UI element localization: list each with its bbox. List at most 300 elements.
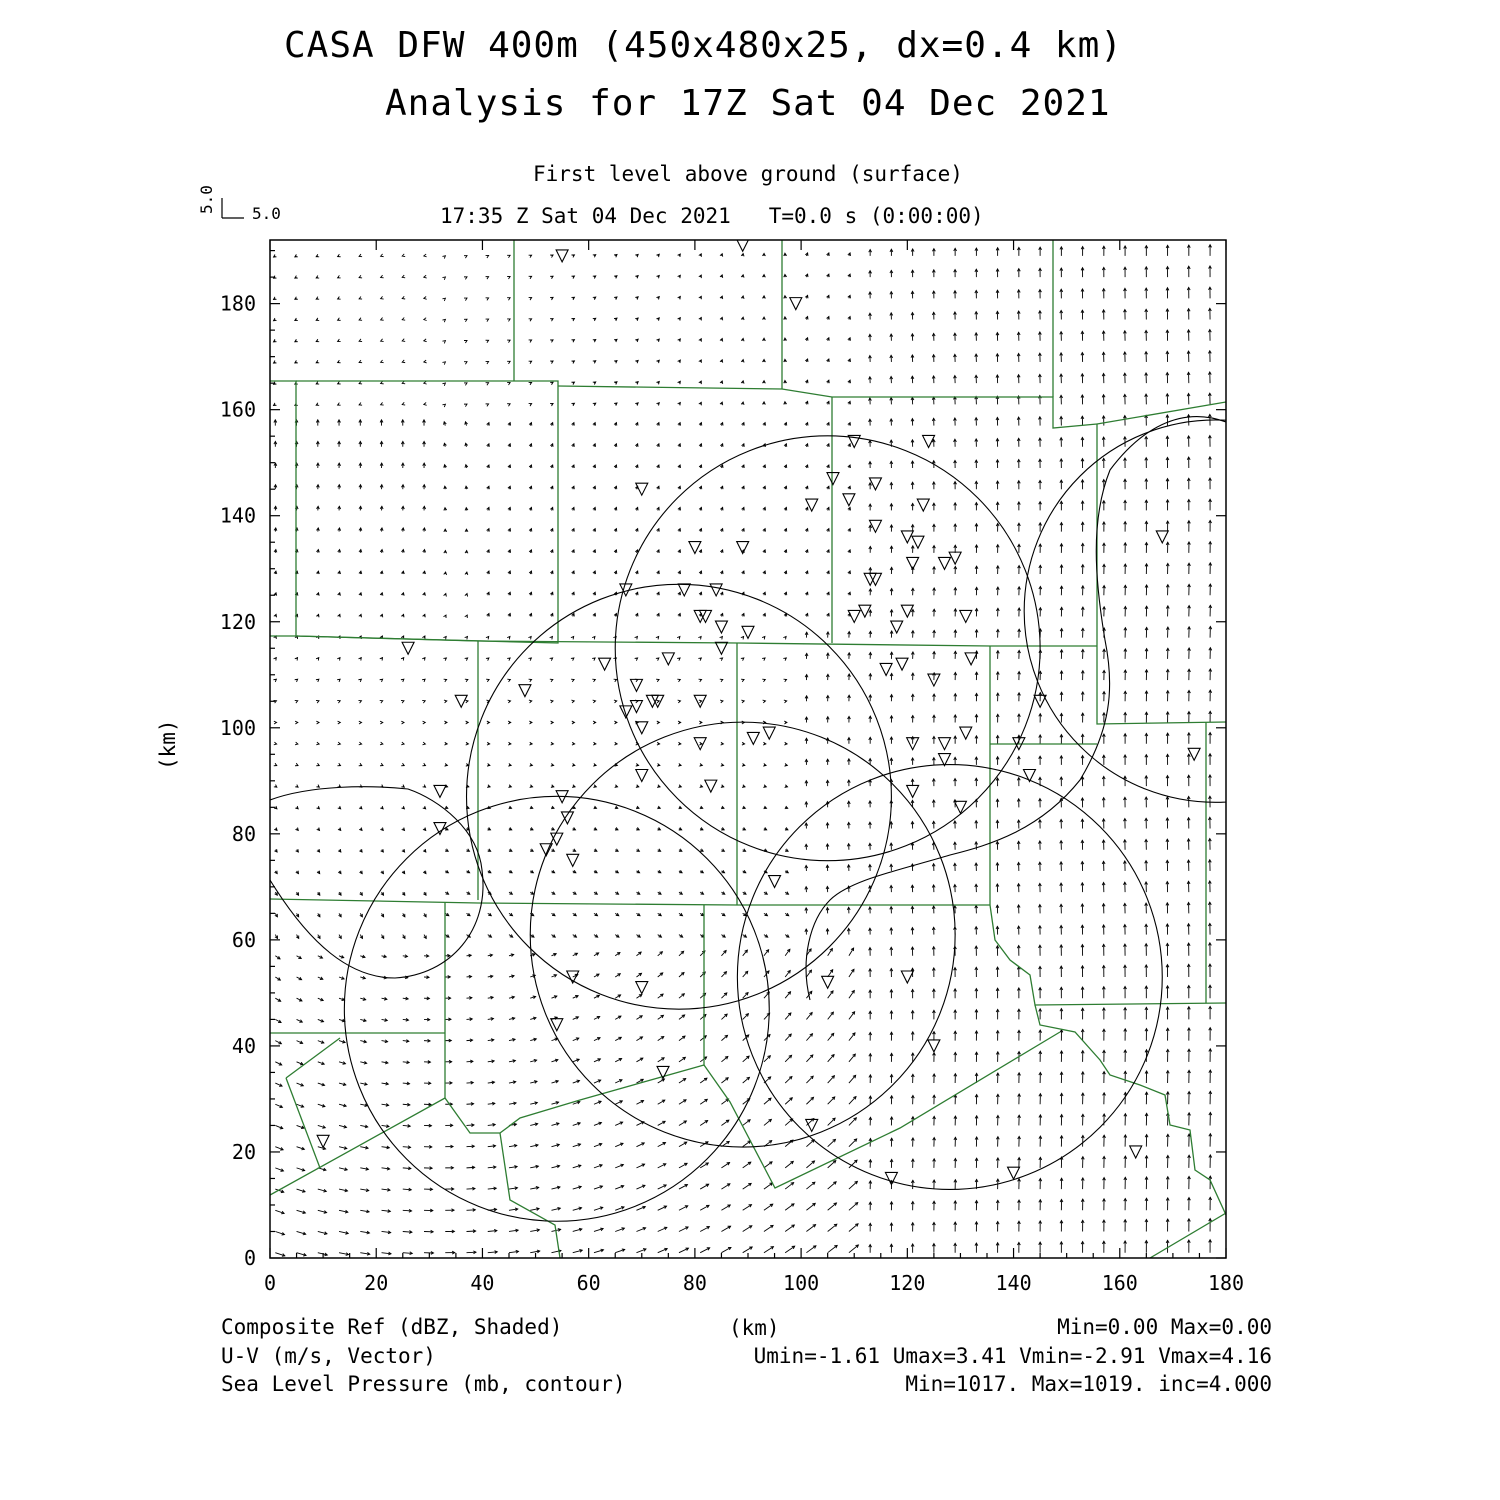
station-marker — [636, 722, 648, 734]
wind-vector-head — [762, 637, 765, 640]
y-tick-label: 60 — [231, 927, 256, 952]
wind-vector — [764, 1119, 771, 1125]
wind-vector-head — [295, 679, 298, 682]
wind-vector-head — [442, 319, 445, 322]
station-marker — [949, 552, 961, 564]
wind-vector — [764, 1162, 772, 1168]
wind-vector — [806, 1055, 812, 1062]
wind-vector — [785, 1183, 793, 1190]
station-marker — [939, 754, 951, 766]
wind-vector-head — [550, 361, 553, 364]
station-marker — [891, 621, 903, 633]
station-marker — [737, 239, 749, 251]
wind-vector — [743, 1141, 751, 1147]
wind-vector-head — [550, 340, 553, 343]
county-line — [1097, 402, 1226, 424]
wind-vector-head — [422, 700, 425, 703]
station-marker — [907, 785, 919, 797]
wind-vector-head — [401, 763, 404, 766]
wind-vector — [764, 1204, 773, 1210]
wind-vector-head — [465, 637, 468, 640]
x-tick-label: 100 — [783, 1271, 820, 1295]
wind-vector-head — [486, 361, 489, 364]
wind-vector-head — [592, 637, 595, 640]
wind-vector-head — [295, 721, 298, 724]
wind-vector-head — [381, 275, 384, 278]
wind-vector — [828, 1055, 834, 1062]
wind-vector-head — [295, 658, 298, 661]
wind-vector-head — [592, 679, 595, 682]
wind-vector-head — [401, 742, 404, 745]
wind-vector — [785, 1077, 792, 1084]
x-tick-label: 40 — [470, 1271, 495, 1295]
wind-vector — [828, 1118, 835, 1125]
wind-vector-head — [699, 679, 702, 682]
wind-vector-head — [571, 679, 574, 682]
wind-vector-head — [401, 721, 404, 724]
wind-vector — [806, 1034, 812, 1041]
wind-vector-head — [486, 277, 489, 280]
wind-vector-head — [380, 742, 383, 745]
wind-vector-head — [316, 785, 319, 788]
y-tick-label: 40 — [231, 1033, 256, 1058]
y-tick-label: 160 — [219, 397, 256, 422]
wind-vector-head — [359, 360, 362, 363]
wind-vector — [828, 1139, 836, 1146]
station-marker — [859, 605, 871, 617]
wind-vector-head — [464, 256, 467, 259]
wind-vector-head — [741, 679, 744, 682]
valid-time-label: 17:35 Z Sat 04 Dec 2021 T=0.0 s (0:00:00) — [440, 204, 984, 228]
wind-vector-head — [507, 298, 510, 301]
wind-vector-head — [677, 658, 680, 661]
wind-vector — [849, 1139, 857, 1147]
wind-vector-head — [381, 254, 384, 257]
wind-vector-head — [295, 763, 298, 766]
station-marker — [896, 658, 908, 670]
wind-vector-head — [359, 318, 362, 321]
wind-vector-head — [698, 658, 701, 661]
county-line — [1035, 1005, 1226, 1215]
wind-vector-head — [337, 679, 340, 682]
station-marker — [402, 642, 414, 654]
footer-pressure-label: Sea Level Pressure (mb, contour) — [221, 1372, 626, 1396]
wind-vector-head — [381, 296, 384, 299]
wind-vector — [849, 1033, 855, 1041]
wind-vector-head — [656, 637, 659, 640]
wind-vector-head — [529, 276, 532, 279]
radar-ring — [615, 436, 1040, 861]
wind-vector-head — [486, 319, 489, 322]
radar-ring — [737, 765, 1162, 1190]
level-label: First level above ground (surface) — [533, 162, 963, 186]
radar-ring — [344, 796, 769, 1221]
wind-vector-head — [529, 382, 532, 385]
wind-vector — [806, 1246, 816, 1253]
station-marker — [912, 536, 924, 548]
wind-vector-head — [507, 340, 510, 343]
wind-vector-head — [442, 298, 445, 301]
x-axis-unit: (km) — [729, 1316, 780, 1340]
station-marker — [869, 478, 881, 490]
wind-vector — [828, 1012, 834, 1019]
wind-vector-head — [424, 296, 427, 299]
wind-vector-head — [422, 658, 425, 661]
station-marker — [960, 610, 972, 622]
wind-vector — [785, 1098, 792, 1105]
station-marker — [769, 876, 781, 888]
x-tick-label: 0 — [263, 1271, 277, 1295]
county-line — [990, 905, 1226, 1005]
wind-vector-head — [274, 785, 277, 788]
wind-vector-head — [720, 637, 723, 640]
wind-vector-head — [316, 403, 319, 406]
wind-vector — [849, 1245, 859, 1253]
wind-vector-head — [273, 679, 276, 682]
station-marker — [827, 473, 839, 485]
wind-vector-head — [486, 679, 489, 682]
wind-vector-head — [443, 637, 446, 640]
wind-vector — [785, 1034, 791, 1041]
station-marker — [928, 1040, 940, 1052]
wind-vector-head — [592, 658, 595, 661]
wind-vector — [806, 1225, 815, 1232]
wind-vector-head — [442, 277, 445, 280]
station-marker — [636, 982, 648, 994]
wind-vector — [785, 1204, 794, 1211]
wind-vector-head — [381, 402, 384, 405]
wind-vector — [806, 1140, 814, 1147]
wind-vector-head — [677, 637, 680, 640]
wind-vector-head — [529, 361, 532, 364]
wind-vector-head — [359, 296, 362, 299]
isobar — [806, 417, 1226, 1000]
wind-vector-head — [338, 297, 341, 300]
wind-vector-head — [424, 360, 427, 363]
wind-vector-head — [423, 721, 426, 724]
county-line — [286, 1038, 340, 1078]
wind-vector-head — [507, 255, 510, 258]
y-tick-label: 140 — [219, 503, 256, 528]
wind-vector-head — [464, 340, 467, 343]
x-axis-tick-labels — [264, 1271, 1244, 1295]
county-line — [270, 1032, 1060, 1195]
wind-vector-head — [295, 700, 298, 703]
wind-vector — [806, 1203, 815, 1210]
wind-vector-head — [507, 404, 510, 407]
wind-vector — [849, 1181, 857, 1189]
wind-vector-head — [316, 254, 319, 257]
wind-vector-head — [550, 658, 553, 661]
y-tick-label: 180 — [219, 291, 256, 316]
wind-vector — [828, 1182, 836, 1189]
wind-vector-head — [783, 658, 786, 661]
wind-vector-head — [381, 360, 384, 363]
x-tick-label: 160 — [1101, 1271, 1138, 1295]
wind-vector-head — [359, 254, 362, 257]
wind-vector-head — [442, 404, 445, 407]
wind-vector-head — [316, 658, 319, 661]
station-marker — [960, 727, 972, 739]
wind-vector — [785, 1246, 795, 1253]
station-marker — [715, 642, 727, 654]
footer-vector-label: U-V (m/s, Vector) — [221, 1344, 436, 1368]
x-tick-label: 20 — [364, 1271, 389, 1295]
radar-ring — [1024, 420, 1406, 802]
station-marker — [567, 854, 579, 866]
wind-vector-head — [464, 404, 467, 407]
station-marker — [880, 663, 892, 675]
wind-vector-head — [720, 658, 723, 661]
wind-vector-head — [424, 381, 427, 384]
wind-vector-head — [529, 679, 532, 682]
wind-vector-head — [358, 700, 361, 703]
station-marker — [636, 770, 648, 782]
station-marker — [519, 685, 531, 697]
wind-vector-head — [720, 679, 723, 682]
wind-vector — [764, 1225, 773, 1231]
wind-vector-head — [528, 637, 531, 640]
footer-reflectivity-label: Composite Ref (dBZ, Shaded) — [221, 1315, 563, 1339]
wind-vector — [743, 1162, 751, 1168]
wind-vector-head — [380, 721, 383, 724]
wind-vector-head — [338, 360, 341, 363]
station-marker — [939, 557, 951, 569]
station-marker — [455, 695, 467, 707]
wind-vector-head — [316, 318, 319, 321]
wind-vector — [743, 1056, 749, 1062]
radar-range-rings — [344, 420, 1406, 1221]
wind-vector-head — [656, 679, 659, 682]
wind-vector-head — [550, 382, 553, 385]
wind-vector-head — [677, 679, 680, 682]
wind-vector-head — [507, 276, 510, 279]
wind-vector-head — [402, 339, 405, 342]
wind-vector-head — [550, 319, 553, 322]
wind-vector-head — [529, 319, 532, 322]
wind-vector-head — [486, 658, 489, 661]
wind-vector-head — [338, 721, 341, 724]
station-marker — [917, 499, 929, 511]
station-marker — [965, 653, 977, 665]
county-line — [1097, 424, 1226, 724]
x-tick-label: 140 — [995, 1271, 1032, 1295]
x-tick-label: 80 — [682, 1271, 707, 1295]
wind-vector-head — [464, 298, 467, 301]
wind-vector-head — [358, 679, 361, 682]
wind-vector-head — [550, 276, 553, 279]
wind-vector — [785, 1161, 793, 1168]
station-marker — [317, 1135, 329, 1147]
wind-vector-field — [273, 245, 1211, 1257]
wind-vector-head — [424, 339, 427, 342]
wind-vector-head — [507, 658, 510, 661]
wind-vector-head — [338, 403, 341, 406]
wind-vector-head — [316, 721, 319, 724]
county-line — [500, 1133, 560, 1258]
wind-vector-head — [424, 275, 427, 278]
station-marker — [747, 732, 759, 744]
wind-vector-head — [316, 297, 319, 300]
wind-vector — [828, 1203, 837, 1210]
wind-vector — [721, 1247, 731, 1252]
station-marker — [599, 658, 611, 670]
wind-vector-head — [507, 637, 510, 640]
wind-vector-head — [274, 763, 277, 766]
wind-vector-head — [359, 658, 362, 661]
wind-vector-head — [550, 679, 553, 682]
wind-vector-head — [465, 615, 468, 618]
wind-vector-head — [381, 339, 384, 342]
wind-vector-head — [359, 275, 362, 278]
wind-vector-head — [295, 742, 298, 745]
county-line — [286, 1078, 320, 1168]
wind-vector-head — [784, 679, 787, 682]
wind-vector-head — [656, 658, 659, 661]
y-axis-tick-labels — [220, 292, 256, 1270]
vector-key-icon — [222, 198, 244, 218]
county-line — [296, 636, 1097, 646]
wind-vector-head — [402, 254, 405, 257]
wind-vector-head — [338, 254, 341, 257]
wind-vector-head — [401, 700, 404, 703]
wind-vector — [828, 1076, 835, 1083]
wind-vector-head — [550, 297, 553, 300]
wind-vector-head — [465, 679, 468, 682]
isobar — [270, 787, 483, 978]
wind-vector-head — [571, 658, 574, 661]
vector-key-x-label: 5.0 — [252, 204, 281, 223]
wind-vector — [764, 1056, 770, 1062]
station-marker — [1188, 748, 1200, 760]
wind-vector-head — [316, 339, 319, 342]
footer-vector-range: Umin=-1.61 Umax=3.41 Vmin=-2.91 Vmax=4.16 — [753, 1344, 1272, 1368]
title-line-2: Analysis for 17Z Sat 04 Dec 2021 — [385, 83, 1111, 124]
wind-vector-head — [486, 383, 489, 386]
station-marker — [806, 1119, 818, 1131]
wind-vector-head — [783, 637, 786, 640]
station-marker — [822, 976, 834, 988]
wind-vector-head — [359, 763, 362, 766]
wind-vector-head — [424, 254, 427, 257]
y-axis-unit: (km) — [156, 719, 180, 770]
wind-vector — [849, 1224, 858, 1232]
wind-vector-head — [529, 340, 532, 343]
station-marker — [715, 621, 727, 633]
wind-vector-head — [316, 360, 319, 363]
wind-vector-head — [338, 381, 341, 384]
wind-vector-head — [762, 658, 765, 661]
wind-vector-head — [402, 317, 405, 320]
wind-vector-head — [274, 658, 277, 661]
wind-vector-head — [444, 615, 447, 618]
wind-vector — [743, 1247, 753, 1253]
wind-vector-head — [401, 658, 404, 661]
station-marker — [1130, 1146, 1142, 1158]
wind-vector-head — [337, 700, 340, 703]
station-marker — [1008, 1167, 1020, 1179]
wind-vector-head — [423, 742, 426, 745]
wind-vector — [764, 1183, 772, 1189]
wind-vector-head — [316, 742, 319, 745]
wind-vector — [743, 1120, 750, 1126]
wind-vector — [764, 1247, 774, 1253]
wind-vector-head — [401, 679, 404, 682]
wind-vector-head — [359, 721, 362, 724]
wind-vector — [785, 1055, 791, 1062]
station-marker — [763, 727, 775, 739]
wind-vector — [743, 1226, 752, 1232]
wind-vector-head — [464, 319, 467, 322]
wind-vector-head — [635, 637, 638, 640]
wind-vector-head — [274, 742, 277, 745]
wind-vector-head — [422, 679, 425, 682]
wind-vector-head — [424, 318, 427, 321]
wind-vector-head — [507, 679, 510, 682]
wind-vector-head — [464, 383, 467, 386]
wind-vector-head — [402, 296, 405, 299]
wind-vector-head — [423, 785, 426, 788]
wind-vector-head — [338, 339, 341, 342]
x-tick-label: 180 — [1207, 1271, 1245, 1295]
wind-vector-head — [359, 381, 362, 384]
wind-vector-head — [401, 785, 404, 788]
wind-vector — [828, 1033, 834, 1040]
wind-vector — [785, 1119, 792, 1126]
wind-vector-head — [316, 763, 319, 766]
wind-vector-head — [486, 255, 489, 258]
wind-vector-head — [465, 658, 468, 661]
wind-vector — [849, 1203, 858, 1211]
wind-vector-head — [359, 403, 362, 406]
wind-vector-head — [295, 785, 298, 788]
station-marker — [939, 738, 951, 750]
wind-vector-head — [359, 339, 362, 342]
wind-vector — [806, 1182, 814, 1189]
wind-vector — [743, 1205, 752, 1211]
station-marker — [790, 298, 802, 310]
wind-vector — [743, 1183, 751, 1189]
x-tick-label: 60 — [576, 1271, 601, 1295]
wind-vector-head — [337, 658, 340, 661]
wind-vector-head — [486, 637, 489, 640]
wind-vector-head — [316, 275, 319, 278]
y-tick-label: 100 — [219, 715, 256, 740]
wind-vector-head — [571, 637, 574, 640]
y-tick-label: 0 — [243, 1246, 256, 1270]
wind-vector-head — [380, 679, 383, 682]
vector-key-y-label: 5.0 — [197, 185, 216, 214]
y-tick-label: 120 — [219, 609, 256, 634]
wind-vector — [849, 1075, 856, 1083]
wind-vector — [743, 1077, 750, 1083]
county-line — [558, 386, 1097, 428]
wind-vector-head — [529, 404, 532, 407]
wind-vector-head — [442, 383, 445, 386]
wind-vector-head — [316, 700, 319, 703]
wind-vector-head — [486, 298, 489, 301]
wind-vector-head — [422, 763, 425, 766]
wind-vector-head — [380, 700, 383, 703]
wind-vector-head — [402, 275, 405, 278]
wind-vector — [849, 1012, 855, 1020]
station-marker — [954, 801, 966, 813]
wind-vector-head — [316, 679, 319, 682]
wind-vector-head — [550, 403, 553, 406]
wind-vector-head — [529, 255, 532, 258]
station-marker — [901, 531, 913, 543]
footer-reflectivity-range: Min=0.00 Max=0.00 — [1057, 1315, 1272, 1339]
